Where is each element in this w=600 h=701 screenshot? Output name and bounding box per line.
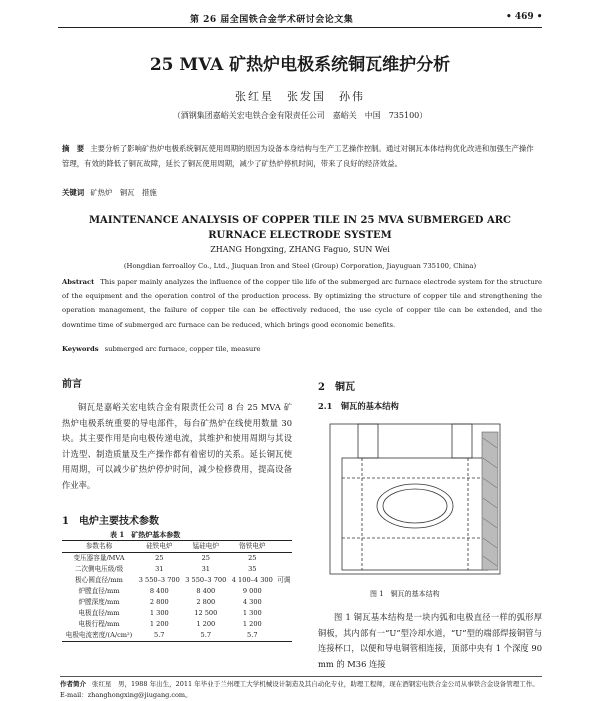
drawing-left-pipe: [358, 424, 378, 458]
table-cell: [276, 608, 292, 619]
table-row: [62, 564, 292, 575]
abstract-cn-label: 摘 要: [62, 144, 85, 153]
table-cell: 35: [248, 565, 257, 573]
table-cell: 8 400: [196, 587, 216, 595]
table-cell: 1 200: [242, 620, 262, 628]
table-cell: 3 550–3 700: [185, 576, 227, 584]
copper-tile-drawing: [322, 418, 508, 586]
drawing-tile-body: [342, 458, 488, 570]
table-header-cell: [276, 541, 292, 553]
table-cell: 9 000: [242, 587, 262, 595]
drawing-outer-frame: [330, 424, 500, 574]
table-row: [62, 630, 292, 642]
table-cell: 25: [248, 554, 257, 562]
table-cell: 2 800: [149, 598, 169, 606]
abstract-en-label: Abstract: [62, 278, 95, 286]
parameters-table: [62, 540, 292, 642]
table-cell: 5.7: [183, 630, 230, 642]
drawing-side-section: [482, 432, 498, 570]
table-cell: 8 400: [149, 587, 169, 595]
paper-title-cn: 25 MVA 矿热炉电极系统铜瓦维护分析: [149, 55, 451, 75]
table-cell: 1 200: [149, 620, 169, 628]
keywords-en-text: submerged arc furnace, copper tile, measure: [104, 345, 261, 353]
table-cell: 电极电流密度/(A/cm²): [62, 630, 136, 642]
table-cell: 2 800: [196, 598, 216, 606]
table-cell: [276, 630, 292, 642]
table-cell: [276, 586, 292, 597]
table-cell: 25: [201, 554, 210, 562]
drawing-right-pipe: [452, 424, 472, 458]
table-cell: 可调: [277, 576, 291, 584]
table-cell: 4 100–4 300: [231, 576, 273, 584]
abstract-cn-text: 主要分析了影响矿热炉电极系统铜瓦使用周期的原因为设备本身结构与生产工艺操作控制。通过对铜瓦本体结构优化改进和加强生产操作管理，有效的降低了铜瓦故障，延长了铜瓦使用周期，减少了矿热炉停机时间，带来了良好的经济效益。: [62, 144, 534, 168]
affiliation-en: (Hongdian ferroalloy Co., Ltd., Jiuquan Iron and Steel (Group) Corporation, Jiayuguan 735100, China): [123, 262, 477, 270]
title-en-line1: MAINTENANCE ANALYSIS OF COPPER TILE IN 25 MVA SUBMERGED ARC: [88, 215, 511, 226]
table-header-row: [62, 541, 292, 553]
figure1-drawing: [322, 418, 508, 586]
header-rule: [58, 27, 542, 28]
table-cell: 极心圆直径/mm: [75, 576, 123, 584]
table-cell: 1 200: [196, 620, 216, 628]
section-2-1-text: 图 1 铜瓦基本结构是一块内弧和电极直径一样的弧形厚铜板，其内部有一“U”型冷却水道，“U”型的端部焊接铜管与连接杯口，以便和导电铜管相连接，顶部中央有 1 个深度 90 mm 的 M36 连接: [318, 612, 542, 669]
preface-text: 铜瓦是嘉峪关宏电铁合金有限责任公司 8 台 25 MVA 矿热炉电极系统重要的导电部件，每台矿热炉在线使用数量 30 块。其主要作用是向电极传递电流，其维护和使用周期与其设计选型、制造质量及生产操作都有着密切的关系。延长铜瓦使用周期，可以减少矿热炉停炉时间，减少检修费用，提高设备作业率。: [62, 402, 292, 490]
table-cell: 电极行程/mm: [78, 620, 120, 628]
table-header-cell: 硅铁电炉: [136, 541, 183, 553]
table-header-cell: 参数名称: [62, 541, 136, 553]
abstract-cn: [62, 141, 540, 171]
table-row: [62, 586, 292, 597]
table-cell: 12 500: [194, 609, 218, 617]
table-cell: [276, 564, 292, 575]
footnote-label: 作者简介: [60, 680, 86, 688]
section-2-title: 2 铜瓦: [318, 382, 355, 393]
keywords-en-label: Keywords: [62, 345, 99, 353]
affiliation-cn: （酒钢集团嘉峪关宏电铁合金有限责任公司 嘉峪关 中国 735100）: [172, 111, 428, 120]
table-cell: 1 300: [242, 609, 262, 617]
footnote-text: 张红星 男，1988 年出生，2011 年毕业于兰州理工大学机械设计制造及其自动化专业，助理工程师，现在酒钢宏电铁合金公司从事铁合金设备管理工作。E-mail：zhanghongxing@jiugang.com。: [60, 680, 539, 699]
journal-header: 第 26 届全国铁合金学术研讨会论文集: [190, 15, 354, 25]
table-header-cell: 铬铁电炉: [229, 541, 276, 553]
table-row: [62, 608, 292, 619]
drawing-center-ellipse: [377, 484, 453, 528]
authors-en: ZHANG Hongxing, ZHANG Faguo, SUN Wei: [210, 245, 390, 254]
footnote-rule: [60, 676, 542, 677]
table-cell: 5.7: [136, 630, 183, 642]
keywords-cn-text: 矿热炉 铜瓦 措施: [90, 188, 157, 197]
table-cell: [276, 619, 292, 630]
table-cell: 变压器容量/MVA: [73, 554, 125, 562]
table-cell: 1 300: [149, 609, 169, 617]
abstract-en: [62, 275, 542, 332]
section-2-1-title: 2.1 铜瓦的基本结构: [318, 401, 399, 411]
table-header-cell: 锰硅电炉: [183, 541, 230, 553]
table-cell: 二次侧电压级/级: [74, 565, 124, 573]
table-cell: 25: [155, 554, 164, 562]
drawing-inner-ellipse: [383, 489, 447, 523]
table-cell: 炉膛直径/mm: [78, 587, 120, 595]
author-bio: [60, 679, 542, 701]
table-cell: [276, 597, 292, 608]
table-row: [62, 619, 292, 630]
table-row: [62, 553, 292, 565]
keywords-cn-label: 关键词: [62, 188, 85, 197]
section-1-title: 1 电炉主要技术参数: [62, 516, 159, 527]
table-cell: 31: [155, 565, 164, 573]
keywords-cn: [62, 187, 157, 198]
title-en-line2: RURNACE ELECTRODE SYSTEM: [208, 230, 392, 241]
paper-title-en: [0, 213, 600, 243]
table-row: [62, 597, 292, 608]
table-cell: 4 300: [242, 598, 262, 606]
section-preface-title: 前言: [62, 379, 82, 390]
figure1-caption: 图 1 铜瓦的基本结构: [370, 590, 440, 598]
table-cell: 5.7: [229, 630, 276, 642]
keywords-en: [62, 345, 261, 353]
table-cell: 电极直径/mm: [78, 609, 120, 617]
page-number: • 469 •: [506, 12, 543, 22]
abstract-en-text: This paper mainly analyzes the influence of the copper tile life of the submerged arc furnace electrode system for the structure of the equipment and the operation control of the production process. By optimizing the structure of copper tile and strengthening the operation management, the failure of copper tile can be effectively reduced, the use cycle of copper tile can be extended, and the downtime time of submerged arc furnace can be reduced, which brings good economic benefits.: [62, 278, 542, 329]
table-cell: 31: [201, 565, 210, 573]
table-cell: 3 550–3 700: [138, 576, 180, 584]
table1-caption: 表 1 矿热炉基本参数: [110, 530, 181, 539]
authors-cn: 张红星 张发国 孙伟: [235, 90, 365, 103]
table-cell: 炉膛深度/mm: [78, 598, 120, 606]
table-row: [62, 575, 292, 586]
table-cell: [276, 553, 292, 565]
